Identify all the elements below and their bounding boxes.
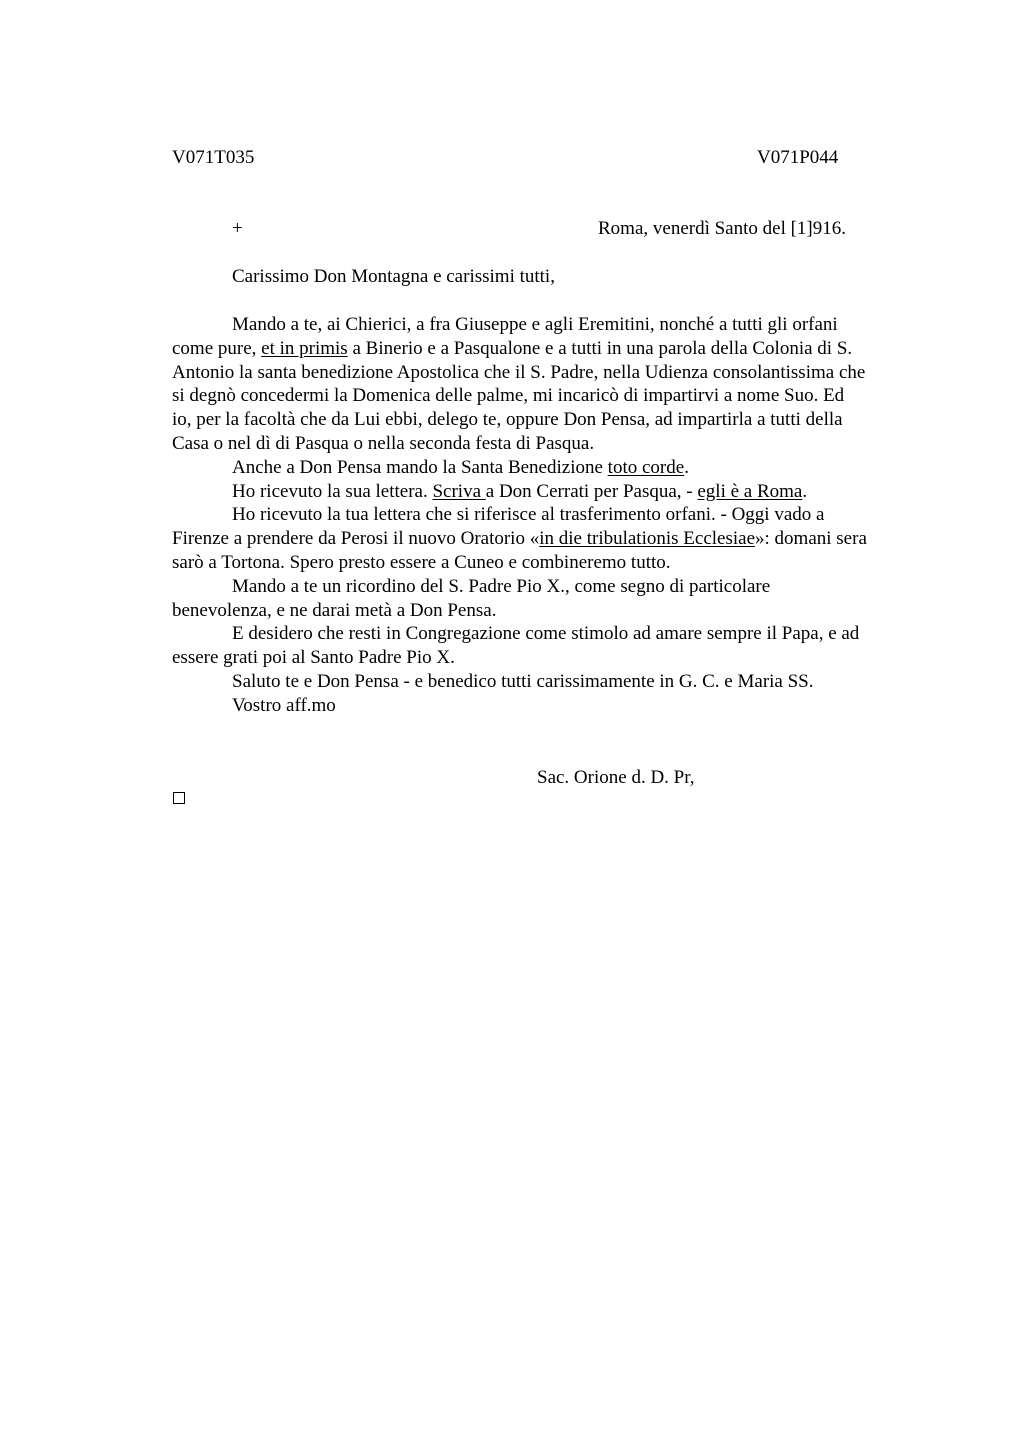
roma-underlined: egli è a Roma xyxy=(697,480,803,502)
dateline: Roma, venerdì Santo del [1]916. xyxy=(598,218,847,239)
paragraph-7: Saluto te e Don Pensa - e benedico tutti carissimamente in G. C. e Maria SS. xyxy=(232,670,814,692)
reference-code-right: V071P044 xyxy=(757,147,839,168)
cross-mark: + xyxy=(232,218,243,239)
letter-body xyxy=(172,313,932,718)
paragraph-1-line-1: Mando a te, ai Chierici, a fra Giuseppe e agli Eremitini, nonché a tutti gli orfani xyxy=(232,314,838,335)
paragraph-4-line-2: Firenze a prendere da Perosi il nuovo Oratorio «in die tribulationis Ecclesiae»: domani sera xyxy=(172,528,867,550)
closing: Vostro aff.mo xyxy=(232,694,336,716)
paragraph-1-line-3: Antonio la santa benedizione Apostolica che il S. Padre, nella Udienza consolantissima che xyxy=(172,361,866,383)
paragraph-3: Ho ricevuto la sua lettera. Scriva a Don Cerrati per Pasqua, - egli è a Roma. xyxy=(232,480,808,502)
paragraph-1-line-4: si degnò concedermi la Domenica delle palme, mi incaricò di impartirvi a nome Suo. Ed xyxy=(172,385,845,407)
reference-code-left: V071T035 xyxy=(172,147,255,168)
paragraph-5-line-2: benevolenza, e ne darai metà a Don Pensa. xyxy=(172,599,497,621)
paragraph-5-line-1: Mando a te un ricordino del S. Padre Pio X., come segno di particolare xyxy=(232,575,771,597)
paragraph-4-line-3: sarò a Tortona. Spero presto essere a Cuneo e combineremo tutto. xyxy=(172,551,671,573)
salutation: Carissimo Don Montagna e carissimi tutti, xyxy=(232,266,555,287)
paragraph-1-line-2: come pure, et in primis a Binerio e a Pasqualone e a tutti in una parola della Colonia di S. xyxy=(172,337,853,359)
scriva-underlined: Scriva xyxy=(432,480,486,502)
oratorio-title-underlined: in die tribulationis Ecclesiae xyxy=(539,528,756,550)
paragraph-1-line-6: Casa o nel dì di Pasqua o nella seconda festa di Pasqua. xyxy=(172,432,595,454)
checkbox-square-icon xyxy=(173,792,185,804)
toto-corde-underlined: toto corde xyxy=(607,456,685,478)
paragraph-6-line-2: essere grati poi al Santo Padre Pio X. xyxy=(172,647,455,669)
paragraph-4-line-1: Ho ricevuto la tua lettera che si riferisce al trasferimento orfani. - Oggi vado a xyxy=(232,504,825,526)
paragraph-2: Anche a Don Pensa mando la Santa Benedizione toto corde. xyxy=(232,456,689,478)
latin-phrase-underlined: et in primis xyxy=(261,337,348,359)
paragraph-1-line-5: io, per la facoltà che da Lui ebbi, delego te, oppure Don Pensa, ad impartirla a tutti della xyxy=(172,409,843,431)
paragraph-6-line-1: E desidero che resti in Congregazione come stimolo ad amare sempre il Papa, e ad xyxy=(232,623,860,645)
signature: Sac. Orione d. D. Pr, xyxy=(537,767,695,788)
